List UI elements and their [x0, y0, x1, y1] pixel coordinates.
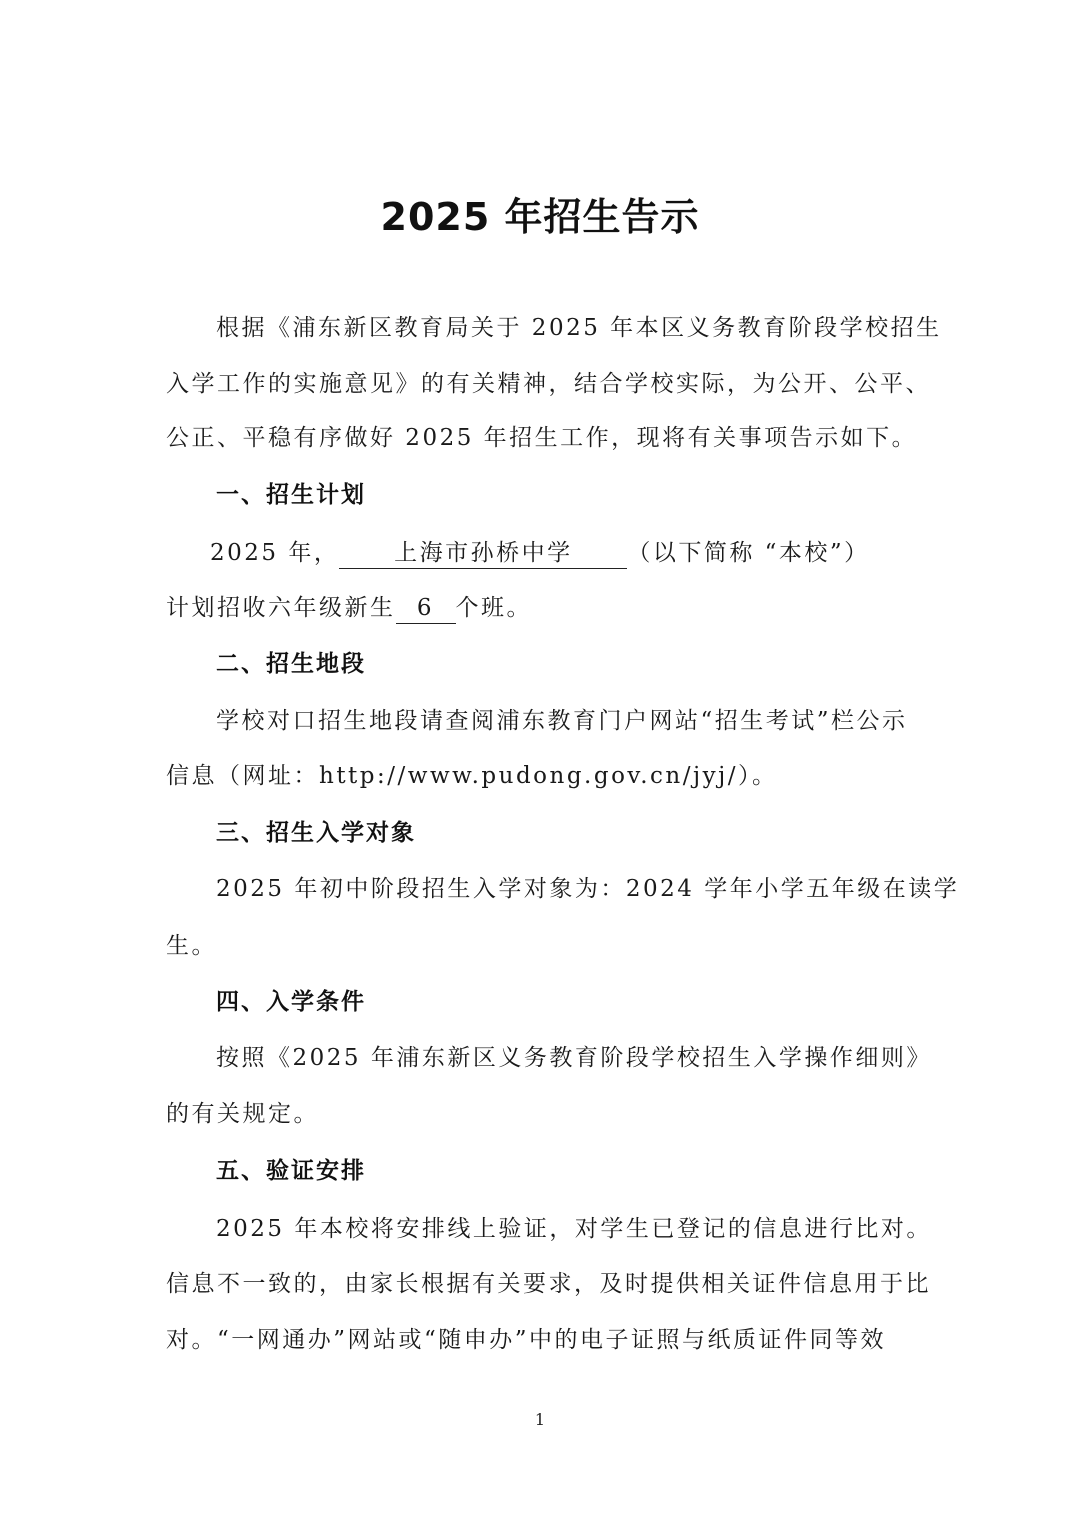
admission-conditions-line-1: 按照《2025 年浦东新区义务教育阶段学校招生入学操作细则》 — [216, 1045, 932, 1071]
verification-line-2: 信息不一致的，由家长根据有关要求，及时提供相关证件信息用于比 — [166, 1271, 931, 1297]
school-name-field — [339, 538, 627, 569]
intro-line-1: 根据《浦东新区教育局关于 2025 年本区义务教育阶段学校招生 — [216, 315, 942, 341]
enrollment-plan-line-2 — [166, 591, 926, 625]
enrollment-area-line-1: 学校对口招生地段请查阅浦东教育门户网站“招生考试”栏公示 — [216, 708, 908, 734]
abbreviation-note: （以下简称 “本校”） — [627, 540, 870, 566]
section-heading-enrollment-plan: 一、招生计划 — [216, 482, 366, 508]
admission-conditions-line-2: 的有关规定。 — [166, 1101, 319, 1127]
enrollment-plan-line-1 — [210, 536, 970, 570]
verification-line-3: 对。“一网通办”网站或“随申办”中的电子证照与纸质证件同等效 — [166, 1327, 887, 1353]
intro-line-2: 入学工作的实施意见》的有关精神，结合学校实际，为公开、公平、 — [166, 371, 931, 397]
class-count-field — [396, 593, 456, 624]
intro-line-3: 公正、平稳有序做好 2025 年招生工作，现将有关事项告示如下。 — [166, 425, 918, 451]
enrollment-target-line-2: 生。 — [166, 933, 217, 959]
school-name: 上海市孙桥中学 — [394, 540, 573, 566]
plan-prefix: 计划招收六年级新生 — [166, 595, 396, 621]
section-heading-verification: 五、验证安排 — [216, 1158, 366, 1184]
plan-suffix: 个班。 — [455, 595, 532, 621]
document-title: 2025 年招生告示 — [380, 195, 700, 239]
section-heading-enrollment-target: 三、招生入学对象 — [216, 820, 416, 846]
enrollment-target-line-1: 2025 年初中阶段招生入学对象为：2024 学年小学五年级在读学 — [216, 876, 960, 902]
page-number: 1 — [534, 1410, 546, 1429]
section-heading-admission-conditions: 四、入学条件 — [216, 989, 366, 1015]
class-count: 6 — [416, 595, 435, 621]
enrollment-area-line-2: 信息（网址：http://www.pudong.gov.cn/jyj/）。 — [166, 763, 778, 789]
year-prefix: 2025 年， — [210, 540, 340, 566]
section-heading-enrollment-area: 二、招生地段 — [216, 651, 366, 677]
verification-line-1: 2025 年本校将安排线上验证，对学生已登记的信息进行比对。 — [216, 1216, 932, 1242]
